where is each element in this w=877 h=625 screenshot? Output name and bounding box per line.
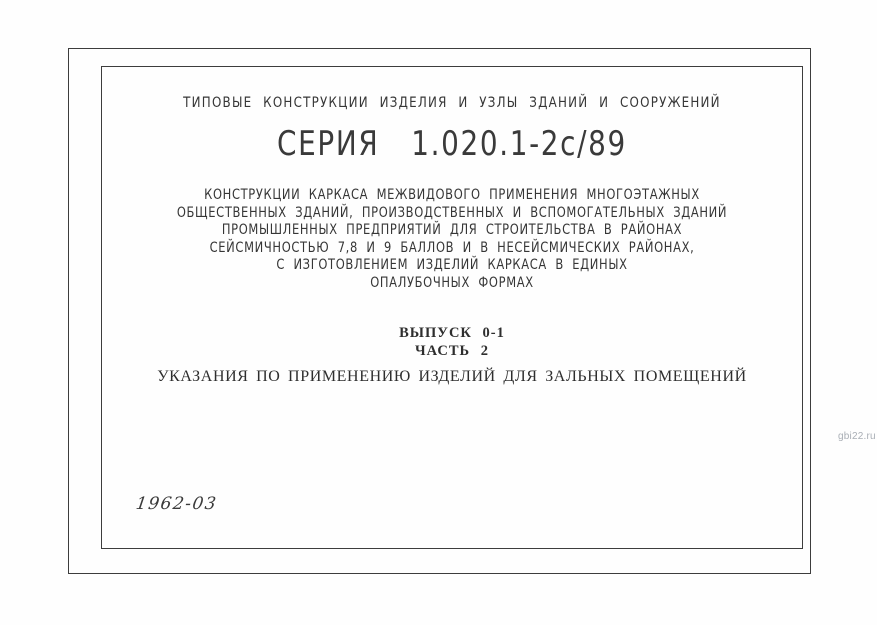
issue-number: ВЫПУСК 0-1: [399, 325, 505, 341]
handwritten-date-stamp: 1962-03: [134, 494, 219, 514]
part-number: ЧАСТЬ 2: [415, 343, 489, 359]
issue-block: [101, 324, 803, 360]
description-line: С ИЗГОТОВЛЕНИЕМ ИЗДЕЛИЙ КАРКАСА В ЕДИНЫХ: [276, 257, 628, 273]
series-title: СЕРИЯ 1.020.1-2с/89: [277, 124, 627, 164]
document-header: ТИПОВЫЕ КОНСТРУКЦИИ ИЗДЕЛИЯ И УЗЛЫ ЗДАНИЙ И СООРУЖЕНИЙ: [183, 95, 721, 111]
application-note: УКАЗАНИЯ ПО ПРИМЕНЕНИЮ ИЗДЕЛИЙ ДЛЯ ЗАЛЬНЫХ ПОМЕЩЕНИЙ: [157, 368, 747, 385]
description-line: ОПАЛУБОЧНЫХ ФОРМАХ: [370, 274, 534, 291]
description-line: КОНСТРУКЦИИ КАРКАСА МЕЖВИДОВОГО ПРИМЕНЕНИЯ МНОГОЭТАЖНЫХ: [204, 187, 700, 203]
site-watermark: gbi22.ru: [838, 431, 876, 442]
description-line: СЕЙСМИЧНОСТЬЮ 7,8 И 9 БАЛЛОВ И В НЕСЕЙСМИЧЕСКИХ РАЙОНАХ,: [209, 239, 695, 256]
description-block: [164, 187, 740, 292]
description-line: ОБЩЕСТВЕННЫХ ЗДАНИЙ, ПРОИЗВОДСТВЕННЫХ И ВСПОМОГАТЕЛЬНЫХ ЗДАНИЙ: [176, 204, 728, 221]
description-line: ПРОМЫШЛЕННЫХ ПРЕДПРИЯТИЙ ДЛЯ СТРОИТЕЛЬСТВА В РАЙОНАХ: [221, 222, 683, 238]
